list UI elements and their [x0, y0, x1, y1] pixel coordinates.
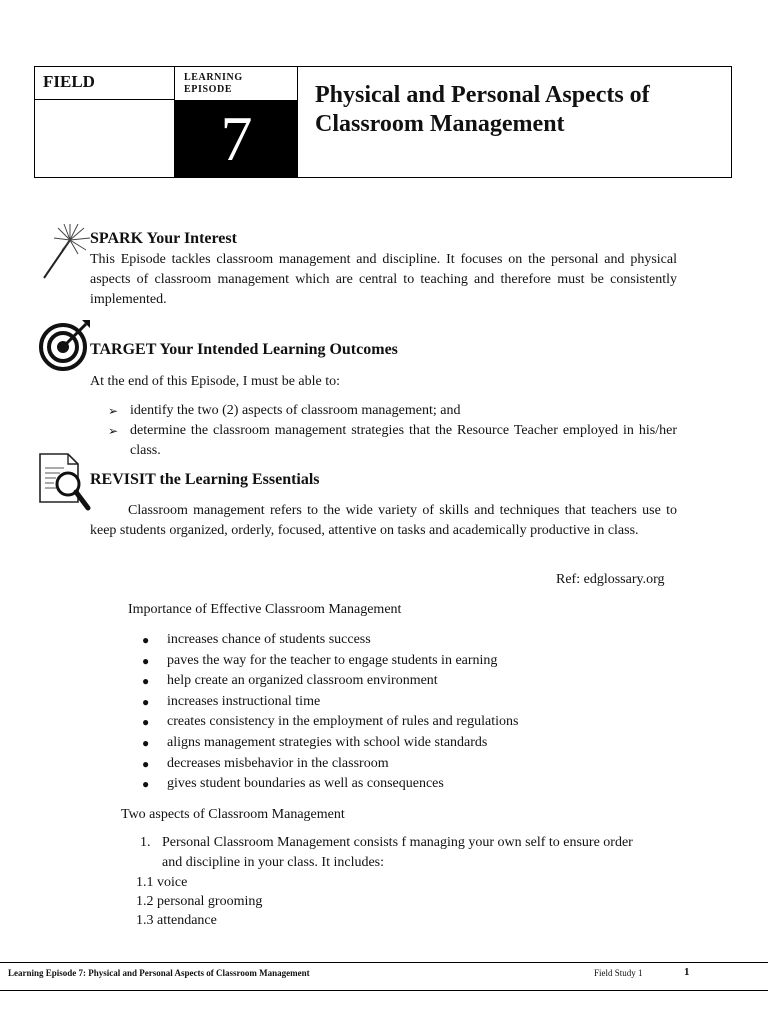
spark-body: This Episode tackles classroom management and discipline. It focuses on the personal and physical aspects of classroom management which are central to teaching and therefore must be consistently implemented.: [90, 252, 677, 307]
footer-divider-top: [0, 962, 768, 963]
target-icon: [38, 318, 92, 374]
sub-item-voice: 1.1 voice: [136, 875, 188, 890]
list-item: ● decreases misbehavior in the classroom: [142, 754, 682, 775]
bullet-icon: ●: [142, 674, 150, 689]
list-item: ➢ identify the two (2) aspects of classroom management; and: [108, 401, 677, 421]
aspect1-number: 1.: [140, 835, 151, 850]
episode-header-table: [34, 66, 732, 178]
list-item: ● increases instructional time: [142, 692, 682, 713]
list-item: ● creates consistency in the employment of rules and regulations: [142, 712, 682, 733]
bullet-icon: ●: [142, 777, 150, 792]
bullet-icon: ●: [142, 633, 150, 647]
list-item: ● aligns management strategies with school wide standards: [142, 733, 682, 754]
list-item: ➢ determine the classroom management strategies that the Resource Teacher employed in his/her class.: [108, 423, 677, 458]
importance-title: Importance of Effective Classroom Management: [128, 602, 402, 617]
spark-heading: SPARK Your Interest: [90, 230, 237, 247]
sub-item-grooming: 1.2 personal grooming: [136, 894, 263, 909]
sub-item-attendance: 1.3 attendance: [136, 913, 217, 928]
outcomes-list: [108, 401, 677, 461]
page-number: 1: [684, 966, 690, 978]
episode-label-line2: EPISODE: [184, 84, 233, 95]
revisit-heading: REVISIT the Learning Essentials: [90, 471, 320, 488]
episode-number: 7: [175, 100, 298, 177]
list-item: ● help create an organized classroom environment: [142, 671, 682, 692]
target-intro: At the end of this Episode, I must be able to:: [90, 374, 341, 389]
footer-course: Field Study 1: [594, 968, 643, 978]
bullet-icon: ●: [142, 735, 150, 750]
field-cell: [35, 100, 175, 177]
aspect1-line2: and discipline in your class. It includes:: [162, 855, 385, 870]
footer-episode-title: Learning Episode 7: Physical and Personal Aspects of Classroom Management: [8, 968, 310, 978]
page-title-line2: Classroom Management: [315, 111, 565, 137]
reference-text: Ref: edglossary.org: [556, 572, 665, 587]
aspects-title: Two aspects of Classroom Management: [121, 807, 345, 822]
bullet-icon: ●: [142, 756, 150, 771]
aspect1-line1: Personal Classroom Management consists f managing your own self to ensure order: [162, 835, 633, 850]
arrow-bullet-icon: ➢: [108, 404, 119, 418]
revisit-body: Classroom management refers to the wide variety of skills and techniques that teachers use to keep students organized, orderly, focused, attentive on tasks and academically productive in class.: [90, 503, 677, 538]
target-heading: TARGET Your Intended Learning Outcomes: [90, 341, 398, 358]
list-item: ● gives student boundaries as well as consequences: [142, 774, 682, 795]
page-title-line1: Physical and Personal Aspects of: [315, 82, 650, 108]
episode-label-line1: LEARNING: [184, 72, 243, 83]
list-item: ● paves the way for the teacher to engage students in earning: [142, 651, 682, 672]
page-title: [315, 81, 725, 139]
episode-label: [175, 67, 298, 100]
importance-list: [142, 630, 682, 795]
footer-divider-bottom: [0, 990, 768, 991]
magnifier-document-icon: [34, 450, 92, 512]
arrow-bullet-icon: ➢: [108, 424, 119, 438]
field-label: FIELD: [35, 67, 175, 100]
list-item: ● increases chance of students success: [142, 630, 682, 651]
sparkler-icon: [40, 222, 94, 282]
bullet-icon: ●: [142, 715, 150, 730]
bullet-icon: ●: [142, 653, 150, 668]
bullet-icon: ●: [142, 694, 150, 709]
